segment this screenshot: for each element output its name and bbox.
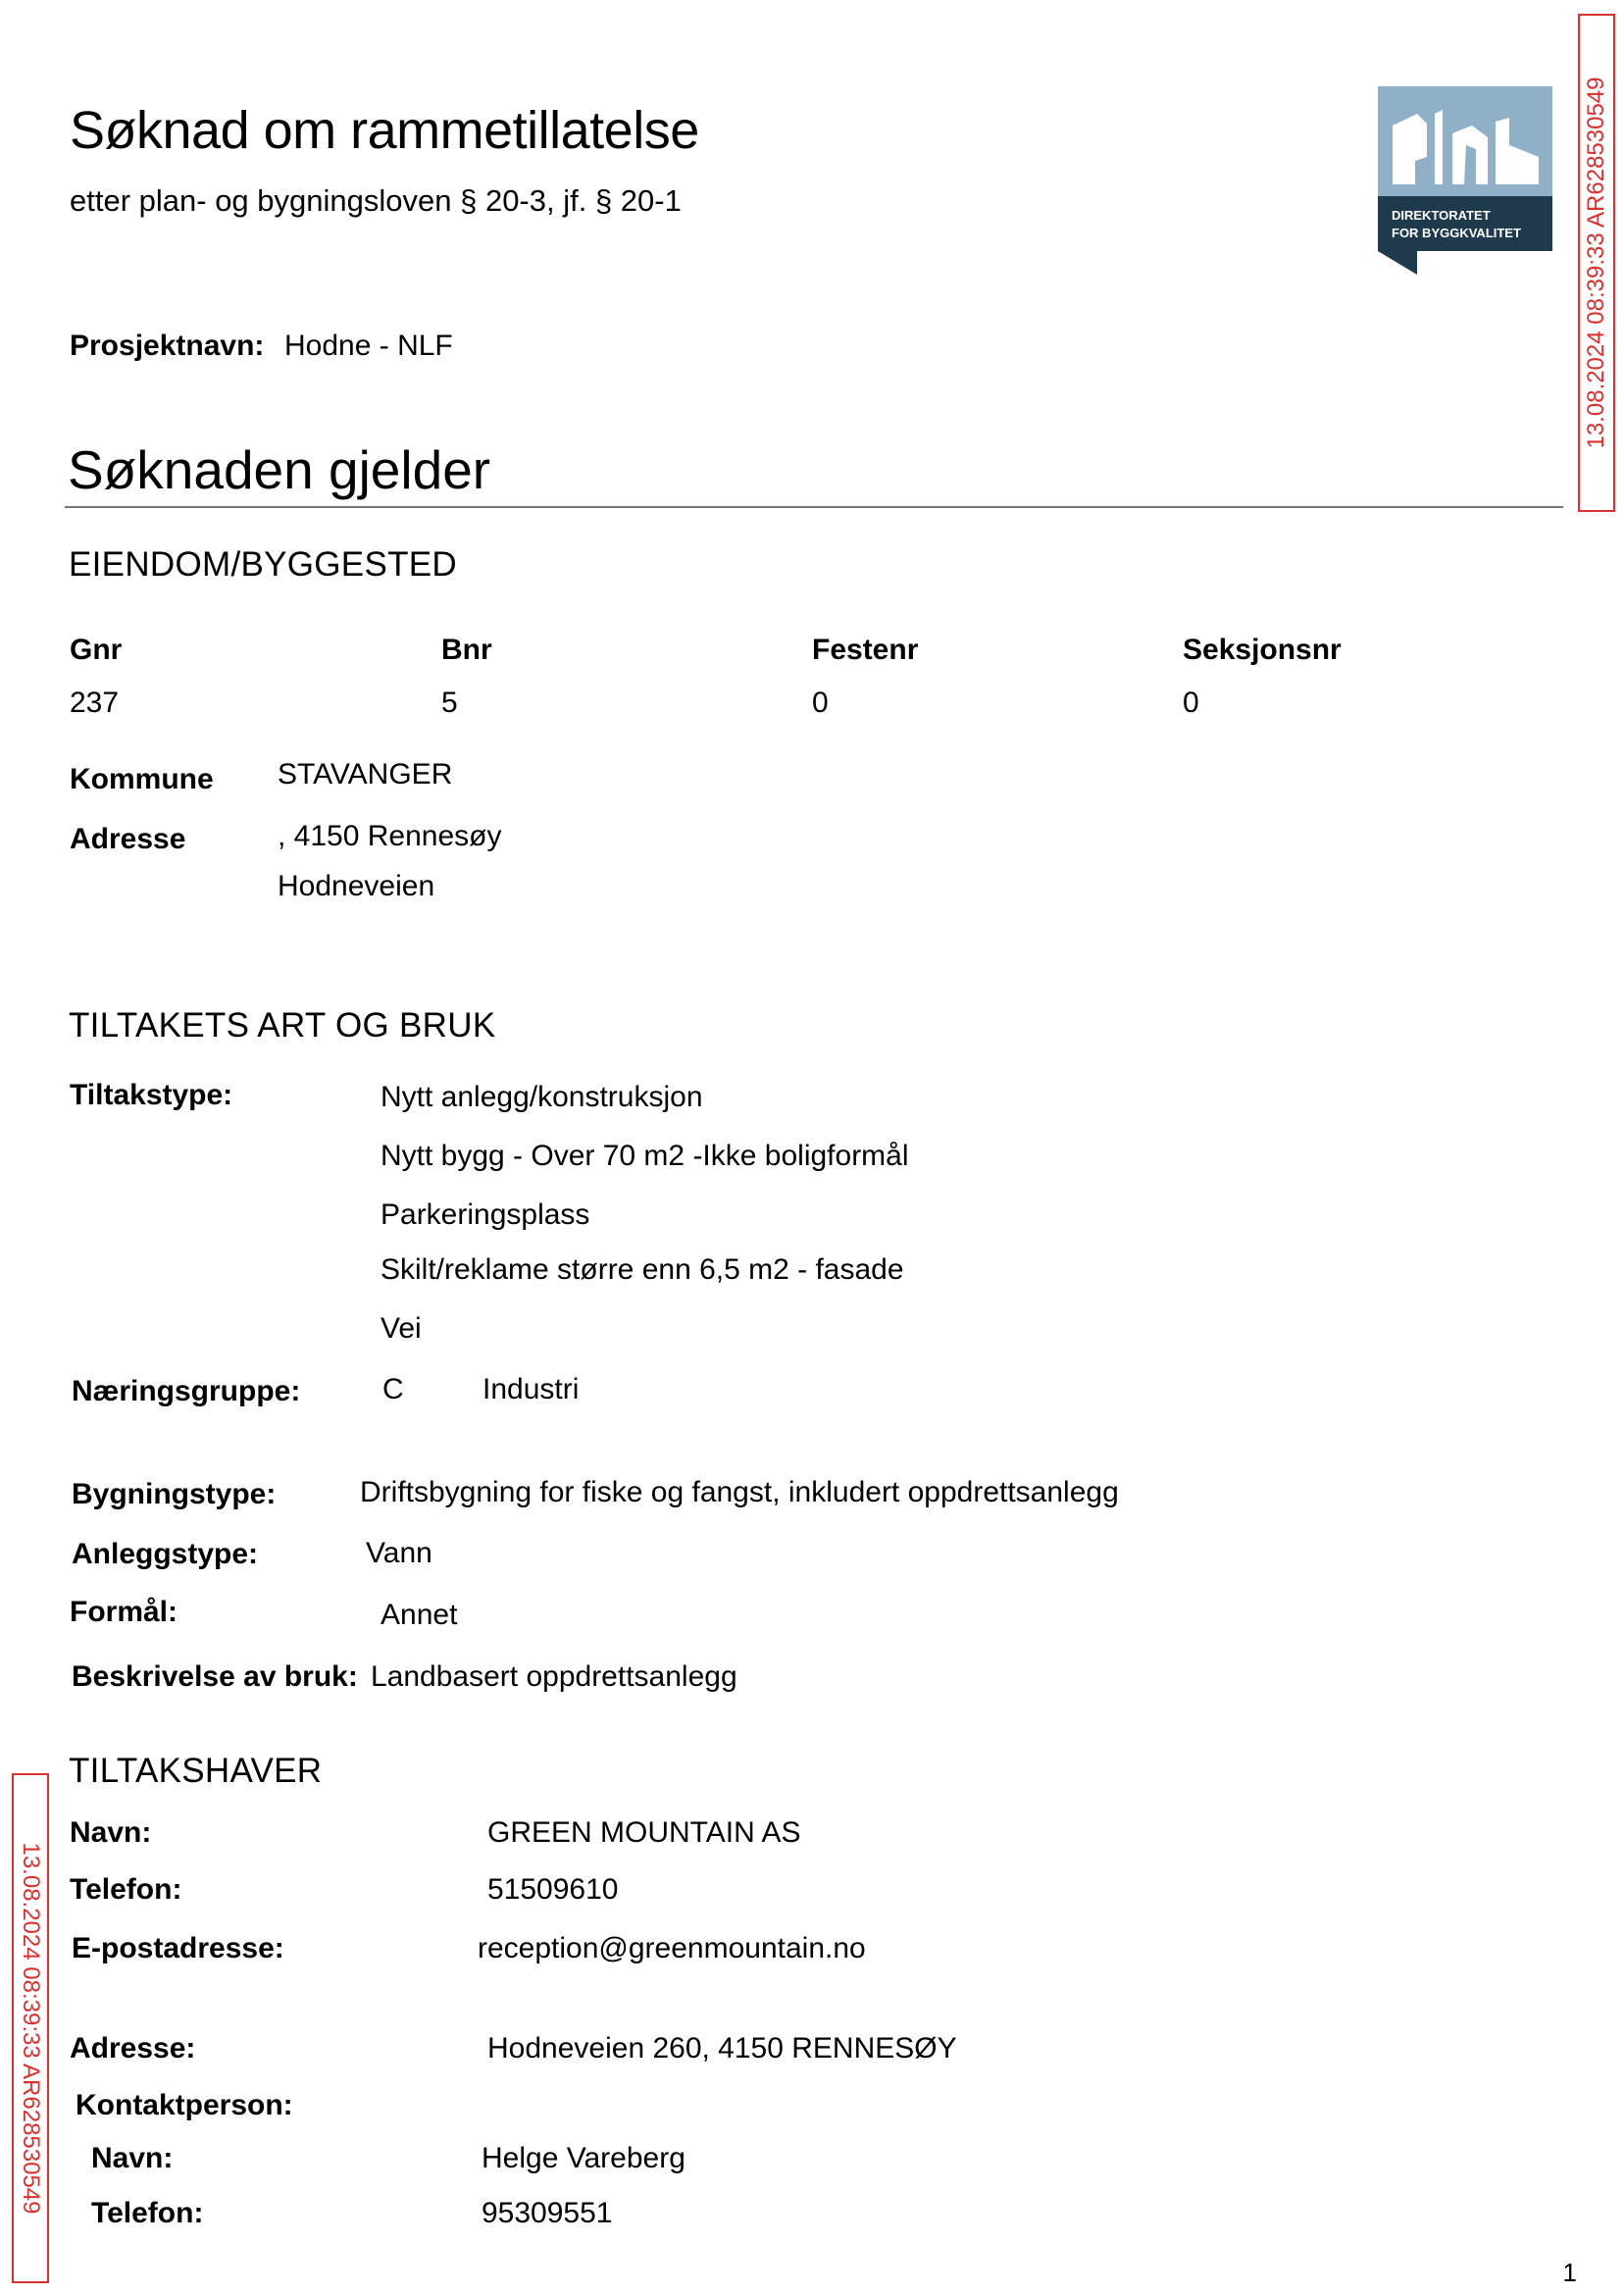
section-divider — [65, 506, 1563, 508]
festenr-header: Festenr — [812, 634, 919, 666]
document-subtitle: etter plan- og bygningsloven § 20-3, jf. § 20-1 — [70, 183, 682, 218]
tiltakshaver-epost-value: reception@greenmountain.no — [478, 1932, 866, 1964]
kontakt-navn-value: Helge Vareberg — [482, 2142, 685, 2174]
seksjonsnr-header: Seksjonsnr — [1183, 634, 1342, 666]
kommune-label: Kommune — [70, 763, 214, 795]
kontakt-telefon-label: Telefon: — [91, 2197, 204, 2229]
page-number: 1 — [1562, 2258, 1577, 2287]
section-heading: Søknaden gjelder — [68, 439, 491, 500]
festenr-value: 0 — [812, 687, 829, 719]
gnr-value: 237 — [70, 687, 120, 719]
stamp-text: 13.08.2024 08:39:33 AR628530549 — [18, 1842, 44, 2215]
timestamp-stamp-left — [12, 1773, 49, 2283]
anleggstype-label: Anleggstype: — [72, 1538, 259, 1570]
tiltakshaver-adresse-label: Adresse: — [70, 2032, 196, 2065]
tiltakshaver-telefon-label: Telefon: — [70, 1873, 182, 1906]
tiltakstype-label: Tiltakstype: — [70, 1079, 233, 1111]
dibk-logo — [1378, 86, 1552, 275]
formal-label: Formål: — [70, 1596, 178, 1628]
document-title: Søknad om rammetillatelse — [70, 101, 699, 160]
logo-text-line1: DIREKTORATET — [1392, 208, 1491, 223]
tiltakstype-item: Nytt bygg - Over 70 m2 -Ikke boligformål — [381, 1140, 909, 1172]
stamp-text: 13.08.2024 08:39:33 AR628530549 — [1583, 76, 1609, 449]
kommune-value: STAVANGER — [278, 758, 453, 790]
timestamp-stamp-right — [1578, 14, 1615, 512]
eiendom-heading: EIENDOM/BYGGESTED — [69, 545, 457, 584]
tiltakshaver-epost-label: E-postadresse: — [72, 1932, 284, 1964]
gnr-header: Gnr — [70, 634, 123, 666]
seksjonsnr-value: 0 — [1183, 687, 1199, 719]
naeringsgruppe-label: Næringsgruppe: — [72, 1375, 301, 1407]
bnr-value: 5 — [441, 687, 458, 719]
beskrivelse-label: Beskrivelse av bruk: — [72, 1660, 358, 1693]
adresse-line2: Hodneveien — [278, 870, 435, 902]
bygningstype-label: Bygningstype: — [72, 1478, 277, 1510]
tiltakshaver-heading: TILTAKSHAVER — [69, 1752, 323, 1790]
kontaktperson-label: Kontaktperson: — [76, 2089, 293, 2121]
tiltakshaver-navn-label: Navn: — [70, 1816, 152, 1849]
tiltakstype-item: Parkeringsplass — [381, 1198, 590, 1231]
tiltakshaver-navn-value: GREEN MOUNTAIN AS — [487, 1816, 801, 1849]
logo-text-line2: FOR BYGGKVALITET — [1392, 226, 1521, 240]
bygningstype-value: Driftsbygning for fiske og fangst, inkludert oppdrettsanlegg — [360, 1476, 1119, 1508]
project-name-value: Hodne - NLF — [284, 330, 453, 362]
kontakt-telefon-value: 95309551 — [482, 2197, 613, 2229]
naeringsgruppe-value: Industri — [482, 1373, 580, 1405]
tiltakstype-item: Nytt anlegg/konstruksjon — [381, 1081, 703, 1113]
formal-value: Annet — [381, 1599, 458, 1631]
project-name-label: Prosjektnavn: — [70, 330, 265, 362]
adresse-line1: , 4150 Rennesøy — [278, 820, 502, 852]
adresse-label: Adresse — [70, 823, 186, 855]
naeringsgruppe-code: C — [382, 1373, 404, 1405]
tiltak-heading: TILTAKETS ART OG BRUK — [69, 1006, 496, 1045]
tiltakshaver-telefon-value: 51509610 — [487, 1873, 619, 1906]
tiltakstype-item: Skilt/reklame større enn 6,5 m2 - fasade — [381, 1253, 904, 1286]
bnr-header: Bnr — [441, 634, 492, 666]
kontakt-navn-label: Navn: — [91, 2142, 174, 2174]
anleggstype-value: Vann — [366, 1537, 432, 1569]
tiltakstype-item: Vei — [381, 1312, 422, 1345]
tiltakshaver-adresse-value: Hodneveien 260, 4150 RENNESØY — [487, 2032, 957, 2065]
beskrivelse-value: Landbasert oppdrettsanlegg — [371, 1660, 737, 1693]
